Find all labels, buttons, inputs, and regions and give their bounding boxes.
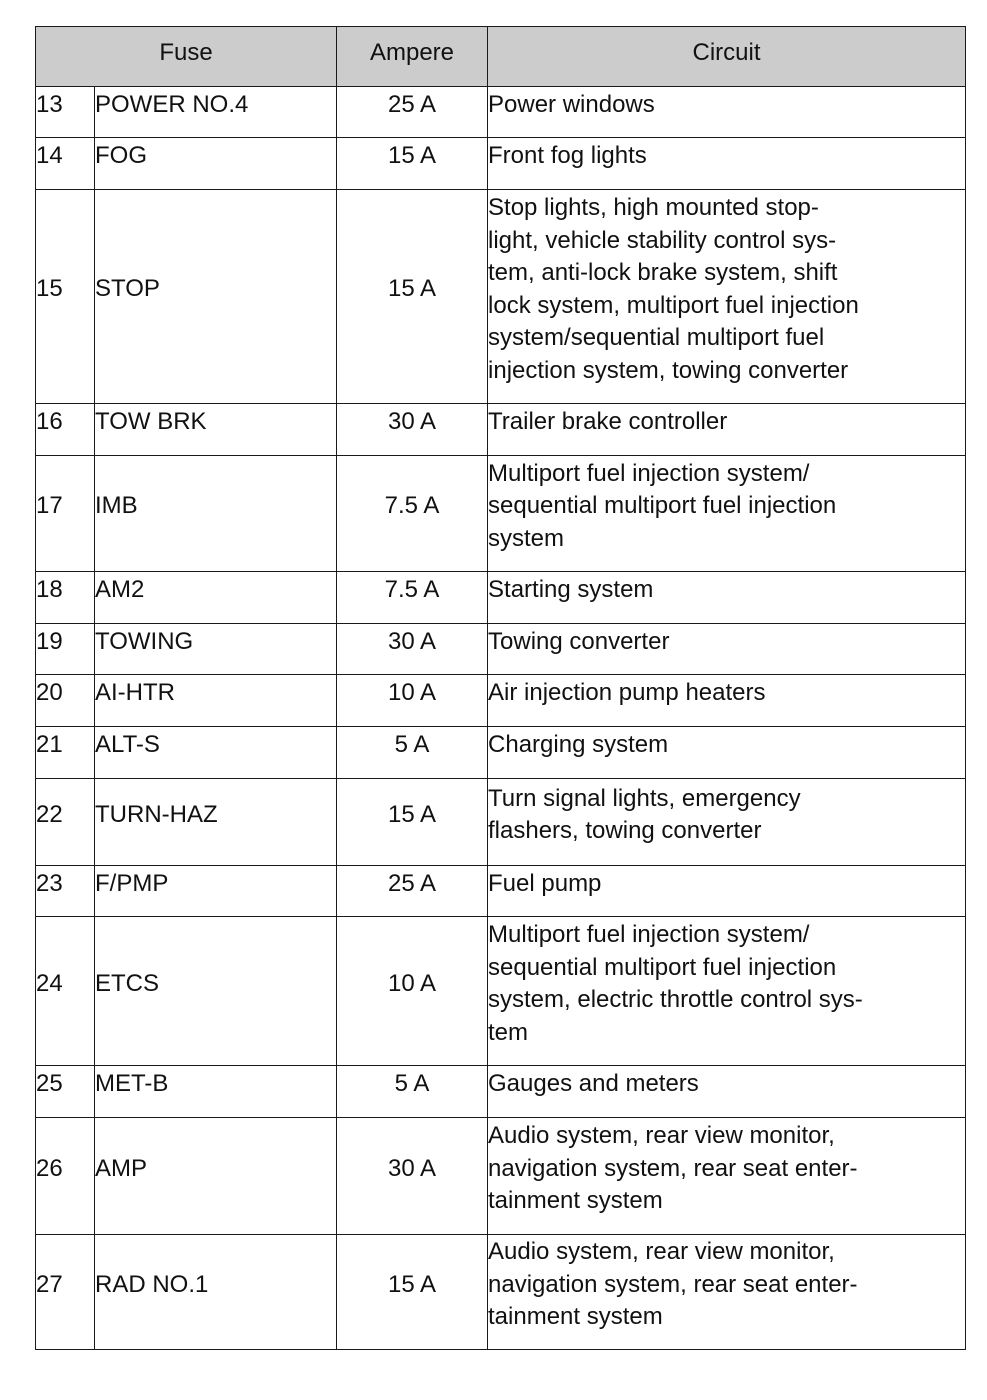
table-row [36,138,966,190]
fuse-ampere [337,404,488,456]
fuse-ampere-text: 15 A [387,1270,437,1298]
fuse-number-text: 25 [36,1070,63,1098]
table-row [36,1066,966,1118]
circuit-line: Multiport fuel injection system/ [488,921,810,948]
fuse-name [95,190,337,404]
circuit-line: Turn signal lights, emergency [488,784,801,812]
fuse-ampere [337,779,488,866]
circuit-line: Gauges and meters [488,1070,699,1098]
fuse-number [36,1118,95,1235]
fuse-name [95,779,337,866]
fuse-ampere-text: 15 A [387,142,437,170]
fuse-name-text: ETCS [95,969,160,997]
fuse-ampere [337,456,488,572]
fuse-number-text: 15 [36,275,63,303]
table-row [36,779,966,866]
fuse-circuit [488,866,966,917]
fuse-circuit-text [488,89,965,136]
fuse-ampere-text: 15 A [387,275,437,303]
fuse-name [95,404,337,456]
fuse-name-text: RAD NO.1 [95,1270,209,1298]
fuse-name [95,572,337,624]
fuse-number-text: 18 [36,576,63,604]
circuit-line: Multiport fuel injection system/ [488,459,810,487]
fuse-name [95,675,337,727]
circuit-line: flashers, towing converter [488,817,762,844]
fuse-circuit-text [488,406,965,453]
fuse-name-text: TURN-HAZ [95,800,218,828]
fuse-circuit-text [488,1068,965,1115]
fuse-ampere-text: 7.5 A [384,576,440,604]
fuse-name-text: IMB [95,492,138,520]
circuit-line: Trailer brake controller [488,408,728,436]
fuse-ampere-text: 15 A [387,800,437,828]
fuse-number-text: 20 [36,679,63,707]
fuse-name-text: F/PMP [95,869,169,897]
fuse-ampere-text: 7.5 A [384,492,440,520]
fuse-number-text: 13 [36,90,63,118]
fuse-number-text: 24 [36,969,63,997]
fuse-number [36,87,95,138]
circuit-line: Audio system, rear view monitor, [488,1122,835,1150]
fuse-circuit-text [488,192,965,401]
fuse-circuit [488,456,966,572]
fuse-circuit-text [488,729,965,776]
fuse-number-text: 23 [36,869,63,897]
fuse-circuit [488,138,966,190]
fuse-number [36,1235,95,1350]
table-header [36,27,966,87]
fuse-ampere [337,87,488,138]
fuse-name [95,866,337,917]
fuse-circuit [488,404,966,456]
table-row [36,675,966,727]
fuse-name [95,1118,337,1235]
fuse-circuit [488,87,966,138]
fuse-name [95,87,337,138]
fuse-name-text: TOWING [95,627,194,655]
circuit-line: Starting system [488,576,654,604]
circuit-line: injection system, towing converter [488,356,849,384]
fuse-circuit-text [488,458,965,570]
table-row [36,404,966,456]
circuit-line: Towing converter [488,627,670,655]
fuse-name-text: ALT-S [95,731,160,759]
fuse-number [36,624,95,675]
circuit-line: Power windows [488,90,655,118]
fuse-number [36,779,95,866]
circuit-line: tainment system [488,1187,663,1215]
circuit-line: navigation system, rear seat enter- [488,1270,858,1298]
fuse-circuit [488,1118,966,1235]
circuit-line: system, electric throttle control sys- [488,986,863,1013]
fuse-ampere [337,866,488,917]
circuit-line: system/sequential multiport fuel [488,324,825,351]
fuse-ampere [337,190,488,404]
circuit-line: navigation system, rear seat enter- [488,1154,858,1182]
circuit-line: Fuel pump [488,869,602,897]
fuse-name-text: AMP [95,1154,148,1182]
fuse-ampere-text: 10 A [387,969,437,997]
fuse-ampere [337,138,488,190]
fuse-number [36,572,95,624]
fuse-circuit-text [488,919,965,1063]
fuse-circuit-text [488,626,965,673]
circuit-line: Charging system [488,731,669,759]
fuse-name-text: POWER NO.4 [95,90,249,118]
fuse-number [36,727,95,779]
circuit-line: Stop lights, high mounted stop- [488,194,819,221]
circuit-line: sequential multiport fuel injection [488,953,837,981]
header-fuse: Fuse [36,27,337,87]
fuse-number [36,917,95,1066]
circuit-line: lock system, multiport fuel injection [488,291,859,319]
circuit-line: Audio system, rear view monitor, [488,1238,835,1266]
table-row [36,87,966,138]
fuse-number-text: 16 [36,408,63,436]
fuse-ampere [337,1066,488,1118]
fuse-circuit [488,624,966,675]
fuse-name [95,917,337,1066]
header-circuit: Circuit [488,27,966,87]
fuse-ampere-text: 30 A [387,1154,437,1182]
fuse-name [95,727,337,779]
fuse-circuit [488,572,966,624]
table-row [36,727,966,779]
fuse-ampere [337,624,488,675]
fuse-name-text: TOW BRK [95,408,207,436]
table-row [36,624,966,675]
fuse-name-text: MET-B [95,1070,169,1098]
circuit-line: Front fog lights [488,142,647,170]
fuse-name-text: AM2 [95,576,145,604]
circuit-line: sequential multiport fuel injection [488,492,837,520]
circuit-line: system [488,524,565,552]
header-row [36,27,966,87]
fuse-name [95,456,337,572]
fuse-number-text: 26 [36,1154,63,1182]
fuse-ampere [337,727,488,779]
table-row [36,866,966,917]
fuse-number-text: 22 [36,800,63,828]
fuse-number-text: 17 [36,492,63,520]
fuse-ampere [337,1118,488,1235]
table-row [36,1235,966,1350]
fuse-number [36,1066,95,1118]
fuse-name-text: STOP [95,275,160,303]
fuse-ampere-text: 5 A [394,1070,430,1098]
table-body [36,87,966,1350]
fuse-ampere-text: 30 A [387,408,437,436]
fuse-ampere-text: 25 A [387,869,437,897]
fuse-ampere-text: 5 A [394,731,430,759]
fuse-name [95,138,337,190]
fuse-number [36,190,95,404]
fuse-number [36,404,95,456]
fuse-number-text: 19 [36,627,63,655]
circuit-line: light, vehicle stability control sys- [488,226,837,254]
fuse-name [95,624,337,675]
fuse-circuit [488,675,966,727]
fuse-circuit [488,917,966,1066]
circuit-line: Air injection pump heaters [488,679,766,707]
table-row [36,456,966,572]
fuse-name [95,1235,337,1350]
fuse-name-text: AI-HTR [95,679,175,707]
fuse-circuit-text [488,1120,965,1232]
fuse-circuit-text [488,783,965,862]
fuse-circuit [488,190,966,404]
fuse-circuit [488,727,966,779]
fuse-circuit-text [488,140,965,187]
fuse-number [36,456,95,572]
fuse-circuit [488,1235,966,1350]
fuse-circuit-text [488,574,965,621]
fuse-ampere [337,572,488,624]
fuse-circuit-text [488,868,965,915]
fuse-number [36,675,95,727]
table-row [36,917,966,1066]
fuse-name [95,1066,337,1118]
circuit-line: tem, anti-lock brake system, shift [488,259,838,286]
fuse-number-text: 21 [36,731,63,759]
fuse-ampere [337,675,488,727]
fuse-ampere-text: 10 A [387,679,437,707]
fuse-circuit-text [488,1236,965,1348]
fuse-number [36,866,95,917]
fuse-ampere-text: 30 A [387,627,437,655]
fuse-ampere [337,917,488,1066]
table-row [36,190,966,404]
circuit-line: tem [488,1018,529,1046]
fuse-circuit [488,779,966,866]
fuse-number-text: 27 [36,1270,63,1298]
fuse-ampere-text: 25 A [387,90,437,118]
fuse-ampere [337,1235,488,1350]
fuse-circuit-text [488,677,965,724]
table-row [36,572,966,624]
header-ampere: Ampere [337,27,488,87]
fuse-circuit [488,1066,966,1118]
circuit-line: tainment system [488,1303,663,1331]
fuse-number [36,138,95,190]
table-row [36,1118,966,1235]
fuse-table [35,26,966,1350]
fuse-number-text: 14 [36,142,63,170]
fuse-name-text: FOG [95,142,147,170]
